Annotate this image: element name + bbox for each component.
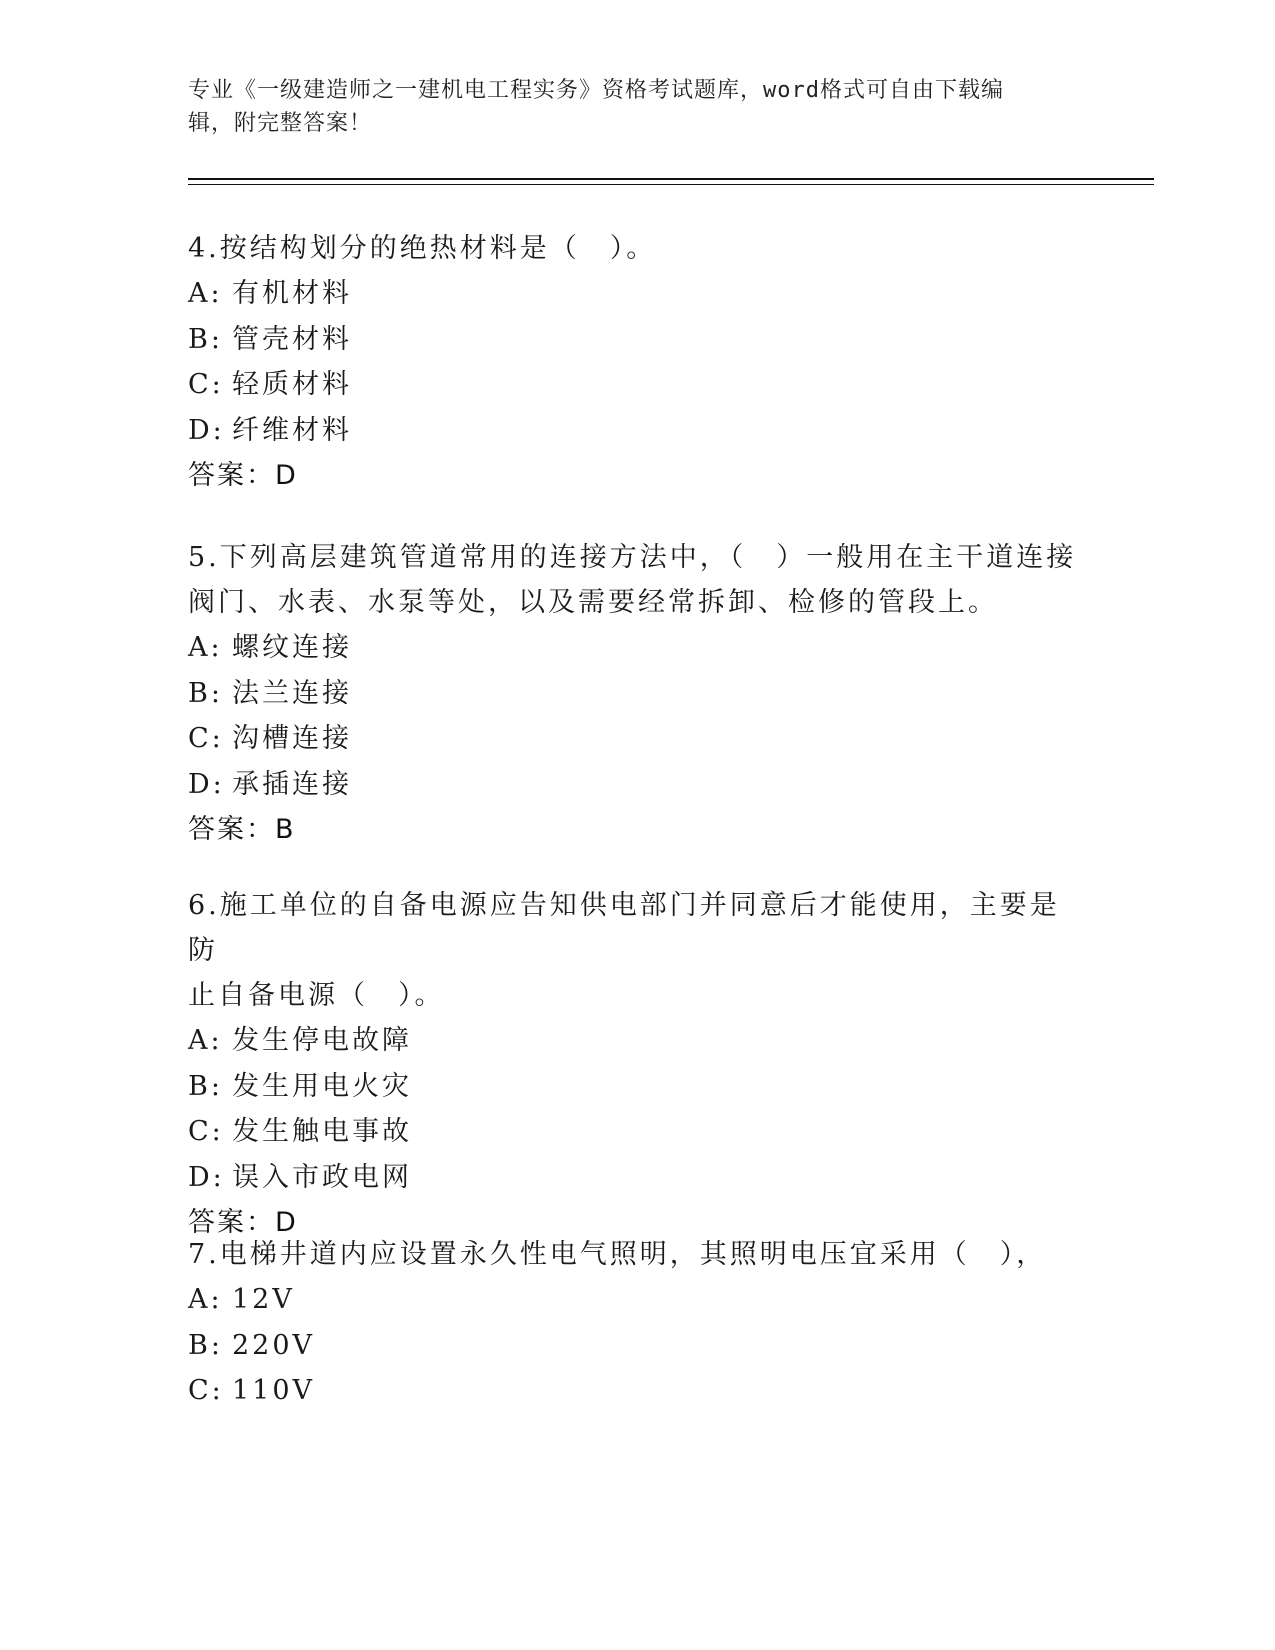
answer-line: 答案：B bbox=[188, 814, 296, 845]
intro-line-2: 辑，附完整答案！ bbox=[188, 111, 373, 136]
question-stem: 7.电梯井道内应设置永久性电气照明，其照明电压宜采用（ ）， bbox=[188, 1239, 1047, 1270]
option-letter: B: bbox=[188, 323, 223, 355]
option-c bbox=[188, 362, 1088, 408]
question-block bbox=[188, 1232, 1088, 1414]
option-a bbox=[188, 271, 1088, 317]
option-a bbox=[188, 625, 1088, 671]
option-letter: C: bbox=[188, 1116, 224, 1147]
option-b bbox=[188, 1064, 1088, 1110]
option-letter: A: bbox=[188, 1284, 223, 1315]
option-letter: B: bbox=[188, 1070, 223, 1102]
intro-line-1: 专业《一级建造师之一建机电工程实务》资格考试题库，word格式可自由下载编 bbox=[188, 78, 1004, 103]
option-text: 发生触电事故 bbox=[232, 1116, 412, 1147]
option-b bbox=[188, 671, 1088, 717]
option-letter: D: bbox=[188, 414, 225, 446]
header-divider-thin bbox=[188, 184, 1154, 185]
option-a bbox=[188, 1277, 1088, 1323]
answer-line: 答案：D bbox=[188, 460, 298, 491]
option-text: 管壳材料 bbox=[232, 323, 352, 355]
option-c bbox=[188, 716, 1088, 762]
option-text: 螺纹连接 bbox=[232, 632, 352, 663]
question-block bbox=[188, 226, 1088, 498]
option-text: 沟槽连接 bbox=[232, 723, 352, 754]
option-letter: C: bbox=[188, 723, 224, 754]
question-stem-continued: 止自备电源（ ）。 bbox=[188, 980, 445, 1011]
option-text: 承插连接 bbox=[232, 768, 352, 800]
option-letter: D: bbox=[188, 768, 225, 800]
option-text: 110V bbox=[232, 1375, 316, 1406]
option-d bbox=[188, 1155, 1088, 1201]
option-text: 12V bbox=[232, 1284, 295, 1315]
option-letter: B: bbox=[188, 677, 223, 709]
option-letter: A: bbox=[188, 1025, 223, 1056]
option-text: 有机材料 bbox=[232, 278, 352, 309]
header-divider-thick bbox=[188, 178, 1154, 180]
option-letter: B: bbox=[188, 1329, 223, 1361]
option-d bbox=[188, 408, 1088, 454]
option-letter: A: bbox=[188, 278, 223, 309]
option-text: 误入市政电网 bbox=[232, 1161, 412, 1193]
option-b bbox=[188, 317, 1088, 363]
option-text: 纤维材料 bbox=[232, 414, 352, 446]
document-intro bbox=[188, 74, 1088, 140]
option-letter: A: bbox=[188, 632, 223, 663]
option-text: 法兰连接 bbox=[232, 677, 352, 709]
answer-line: 答案：D bbox=[188, 1207, 298, 1238]
option-text: 轻质材料 bbox=[232, 369, 352, 400]
option-c bbox=[188, 1368, 1088, 1414]
question-block bbox=[188, 883, 1088, 1245]
option-d bbox=[188, 762, 1088, 808]
option-a bbox=[188, 1018, 1088, 1064]
option-letter: D: bbox=[188, 1161, 225, 1193]
question-stem: 5.下列高层建筑管道常用的连接方法中，（ ）一般用在主干道连接 bbox=[188, 542, 1077, 573]
question-stem: 6.施工单位的自备电源应告知供电部门并同意后才能使用，主要是防 bbox=[188, 890, 1060, 966]
option-text: 发生用电火灾 bbox=[232, 1070, 412, 1102]
question-block bbox=[188, 535, 1088, 852]
option-text: 220V bbox=[232, 1329, 316, 1361]
question-stem-continued: 阀门、水表、水泵等处，以及需要经常拆卸、检修的管段上。 bbox=[188, 587, 998, 618]
option-b bbox=[188, 1323, 1088, 1369]
option-letter: C: bbox=[188, 369, 224, 400]
question-stem: 4.按结构划分的绝热材料是（ ）。 bbox=[188, 233, 657, 264]
option-c bbox=[188, 1109, 1088, 1155]
option-text: 发生停电故障 bbox=[232, 1025, 412, 1056]
option-letter: C: bbox=[188, 1375, 224, 1406]
